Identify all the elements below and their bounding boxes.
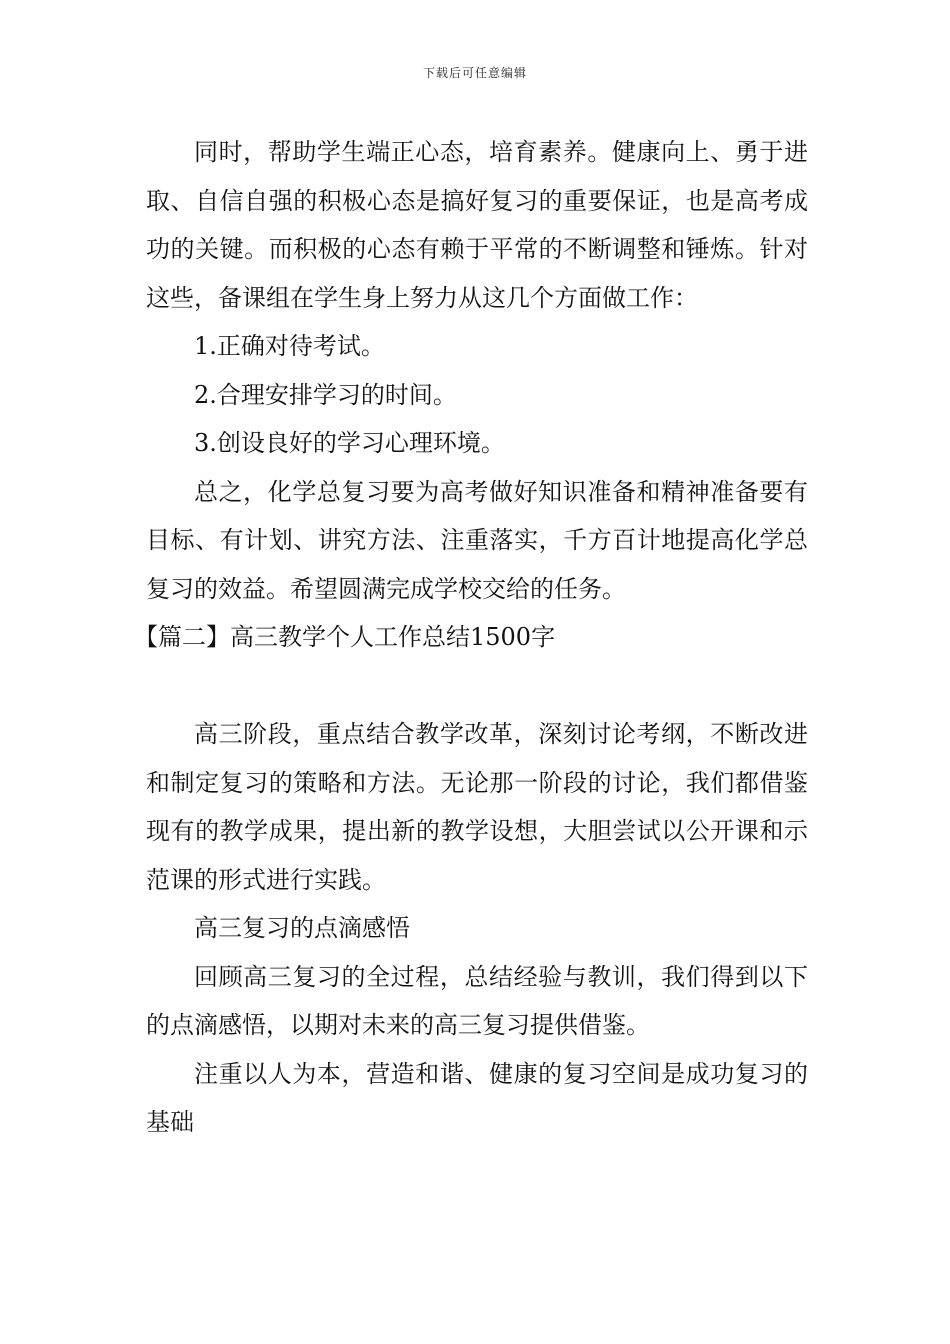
paragraph-conclusion: 总之，化学总复习要为高考做好知识准备和精神准备要有目标、有计划、讲究方法、注重落实，千方百计地提高化学总复习的效益。希望圆满完成学校交给的任务。 (146, 477, 808, 603)
paragraph-review: 回顾高三复习的全过程，总结经验与教训，我们得到以下的点滴感悟，以期对未来的高三复习提供借鉴。 (146, 962, 808, 1039)
list-item-1: 1.正确对待考试。 (194, 332, 385, 360)
document-body (134, 128, 808, 1147)
list-item-2: 2.合理安排学习的时间。 (194, 380, 457, 409)
paragraph-people-oriented: 注重以人为本，营造和谐、健康的复习空间是成功复习的基础 (146, 1059, 808, 1136)
page-header-note: 下载后可任意编辑 (422, 66, 527, 80)
paragraph-senior-stage: 高三阶段，重点结合教学改革，深刻讨论考纲，不断改进和制定复习的策略和方法。无论那一阶段的讨论，我们都借鉴现有的教学成果，提出新的教学设想，大胆尝试以公开课和示范课的形式进行实践。 (146, 720, 808, 894)
section-spacer (146, 662, 808, 711)
paragraph-attitude: 同时，帮助学生端正心态，培育素养。健康向上、勇于进取、自信自强的积极心态是搞好复习的重要保证，也是高考成功的关键。而积极的心态有赖于平常的不断调整和锤炼。针对这些，备课组在学生身上努力从这几个方面做工作： (146, 138, 808, 312)
section-heading: 【篇二】高三教学个人工作总结1500字 (134, 623, 556, 651)
list-item-3: 3.创设良好的学习心理环境。 (194, 429, 505, 457)
subheading: 高三复习的点滴感悟 (194, 914, 410, 942)
